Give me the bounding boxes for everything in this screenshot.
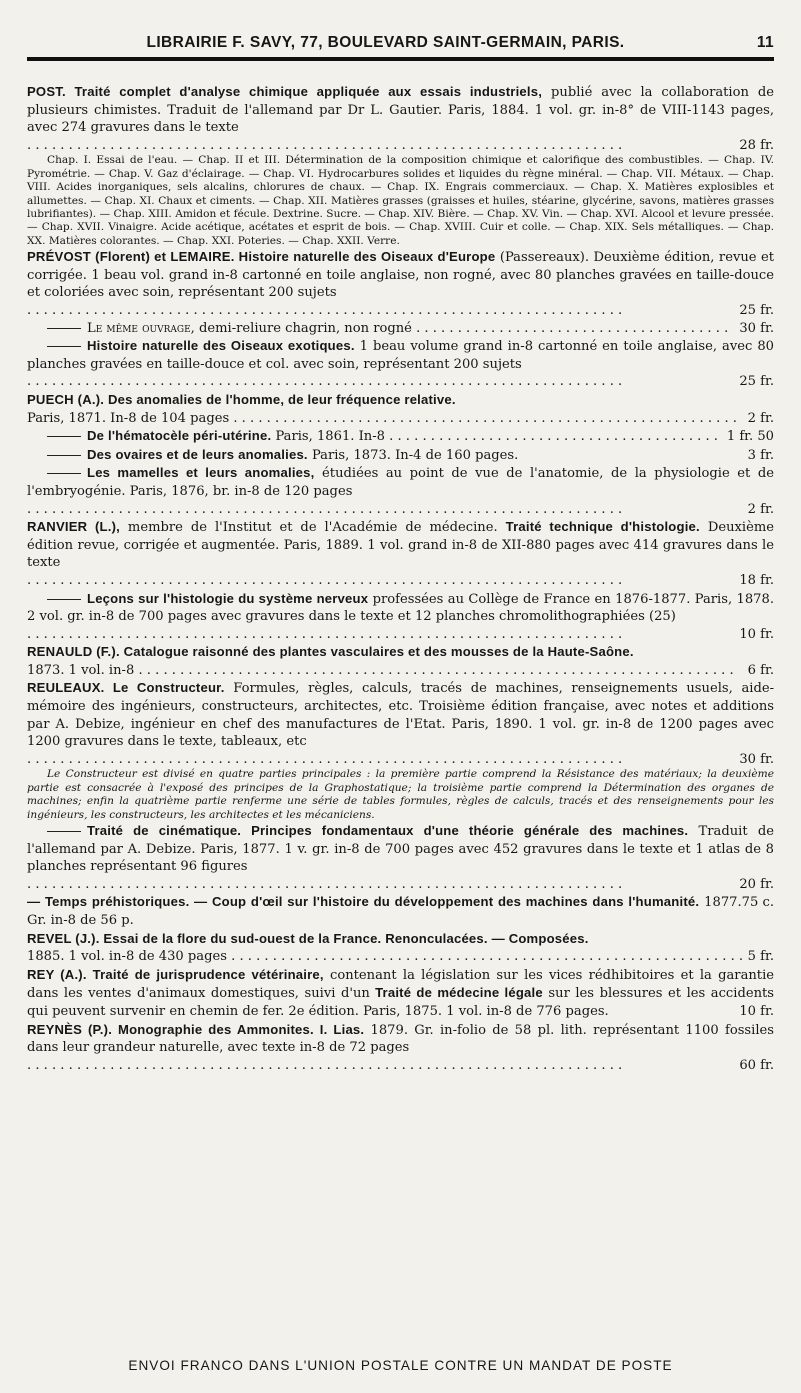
entry-reynes: REYNÈS (P.). Monographie des Ammonites. I. Lias. 1879. Gr. in-folio de 58 pl. lith. représentant 1100 fossiles dans leur grandeur naturelle, avec texte in-8 de 72 pages . . . 60 fr.	[27, 1021, 774, 1075]
price: 75 c.	[741, 895, 774, 911]
entry-reuleaux-sub1: Traité de cinématique. Principes fondamentaux d'une théorie générale des machines. Traduit de l'allemand par A. Debize. Paris, 1877. 1 v. gr. in-8 de 700 pages avec 452 gravures dans le texte et 1 atlas de 8 planches représentant 96 figures . . . 20 fr.	[27, 822, 774, 893]
price: 1 fr. 50	[726, 429, 774, 445]
price: 60 fr.	[739, 1057, 774, 1073]
entry-puech-sub3: Les mamelles et leurs anomalies, étudiées au point de vue de l'anatomie, de la physiologie et de l'embryogénie. Paris, 1876, br. in-8 de 120 pages . . . 2 fr.	[27, 464, 774, 518]
price: 2 fr.	[747, 501, 774, 517]
page-footer: ENVOI FRANCO DANS L'UNION POSTALE CONTRE UN MANDAT DE POSTE	[128, 1358, 673, 1373]
page-number: 11	[756, 34, 774, 51]
entry-prevost-sub1: Le même ouvrage, demi-reliure chagrin, non rogné . . . 30 fr.	[27, 320, 774, 338]
entry-puech-sub2: Des ovaires et de leurs anomalies. Paris, 1873. In-4 de 160 pages. 3 fr.	[27, 446, 774, 465]
price: 3 fr.	[747, 447, 774, 463]
price: 18 fr.	[739, 572, 774, 588]
page-header	[27, 34, 774, 52]
price: 30 fr.	[739, 751, 774, 767]
price: 25 fr.	[739, 374, 774, 390]
price: 25 fr.	[739, 303, 774, 318]
price: 10 fr.	[739, 1004, 774, 1019]
entry-reuleaux-note: Le Constructeur est divisé en quatre parties principales : la première partie comprend la Résistance des matériaux; la deuxième partie est consacrée à l'exposé des principes de la Graphostatique; la troisième partie comprend la Détermination des organes de machines; enfin la quatrième partie renferme une série de tables formules, règles de calculs, tracés et des renseignements pour les ingénieurs, les constructeurs, les architectes et les mécaniciens.	[27, 768, 774, 821]
price: 5 fr.	[747, 949, 774, 965]
entry-reuleaux-sub2: — Temps préhistoriques. — Coup d'œil sur l'histoire du développement des machines dans l'humanité. 1877. Gr. in-8 de 56 p. 75 c.	[27, 894, 774, 929]
entry-puech-sub1: De l'hématocèle péri-utérine. Paris, 1861. In-8 . . . 1 fr. 50	[27, 427, 774, 446]
entry-post: POST. Traité complet d'analyse chimique appliquée aux essais industriels, publié avec la collaboration de plusieurs chimistes. Traduit de l'allemand par Dr L. Gautier. Paris, 1884. 1 vol. gr. in-8° de VIII-1143 pages, avec 274 gravures dans le texte . . . 28 fr.	[27, 83, 774, 154]
header-rule	[27, 57, 774, 61]
running-head: LIBRAIRIE F. SAVY, 77, BOULEVARD SAINT-GERMAIN, PARIS.	[146, 34, 625, 51]
entry-ranvier-sub1: Leçons sur l'histologie du système nerveux professées au Collège de France en 1876-1877. Paris, 1878. 2 vol. gr. in-8 de 700 pages avec gravures dans le texte et 12 planches chromolithographiées (25) . . . 10 fr.	[27, 590, 774, 644]
price: 28 fr.	[739, 137, 774, 153]
price: 2 fr.	[747, 410, 774, 426]
entry-puech: PUECH (A.). Des anomalies de l'homme, de leur fréquence relative. Paris, 1871. In-8 de 104 pages . . . 2 fr.	[27, 391, 774, 427]
entry-prevost-sub2: Histoire naturelle des Oiseaux exotiques. 1 beau volume grand in-8 cartonné en toile anglaise, avec 80 planches gravées en taille-douce et col. avec soin, représentant 200 sujets . . . 25 fr.	[27, 337, 774, 391]
price: 10 fr.	[739, 626, 774, 642]
entry-post-contents: Chap. I. Essai de l'eau. — Chap. II et III. Détermination de la composition chimique et calorifique des combustibles. — Chap. IV. Pyrométrie. — Chap. V. Gaz d'éclairage. — Chap. VI. Hydrocarbures solides et liquides du règne minéral. — Chap. VII. Métaux. — Chap. VIII. Acides inorganiques, sels alcalins, chlorures de chaux. — Chap. IX. Engrais commerciaux. — Chap. X. Matières explosibles et allumettes. — Chap. XI. Chaux et ciments. — Chap. XII. Matières grasses (graisses et huiles, stéarine, glycérine, savons, matières grasses lubrifiantes). — Chap. XIII. Amidon et fécule. Dextrine. Sucre. — Chap. XIV. Bière. — Chap. XV. Vin. — Chap. XVI. Alcool et levure pressée. — Chap. XVII. Vinaigre. Acide acétique, acétates et esprit de bois. — Chap. XVIII. Cuir et colle. — Chap. XIX. Sels métalliques. — Chap. XX. Matières colorantes. — Chap. XXI. Poteries. — Chap. XXII. Verre.	[27, 154, 774, 247]
price: 30 fr.	[739, 320, 774, 336]
entry-rey: REY (A.). Traité de jurisprudence vétérinaire, contenant la législation sur les vices rédhibitoires et la garantie dans les ventes d'animaux domestiques, suivi d'un Traité de médecine légale sur les blessures et les accidents qui peuvent survenir en chemin de fer. 2e édition. Paris, 1875. 1 vol. in-8 de 776 pages. 10 fr.	[27, 966, 775, 1019]
entry-renauld: RENAULD (F.). Catalogue raisonné des plantes vasculaires et des mousses de la Haute-Saône. 1873. 1 vol. in-8 . . . 6 fr.	[27, 643, 774, 679]
price: 6 fr.	[747, 662, 774, 678]
entry-reuleaux: REULEAUX. Le Constructeur. Formules, règles, calculs, tracés de machines, renseignements usuels, aide-mémoire des ingénieurs, constructeurs, architectes, etc. Troisième édition française, avec notes et additions par A. Debize, ingénieur en chef des manufactures de l'Etat. Paris, 1890. 1 vol. gr. in-8 de 1200 pages avec 1200 gravures dans le texte, tableaux, etc . . . 30 fr.	[27, 679, 774, 768]
entry-ranvier: RANVIER (L.), membre de l'Institut et de l'Académie de médecine. Traité technique d'histologie. Deuxième édition revue, corrigée et augmentée. Paris, 1889. 1 vol. grand in-8 de XII-880 pages avec 414 gravures dans le texte . . . 18 fr.	[27, 518, 774, 589]
entry-prevost: PRÉVOST (Florent) et LEMAIRE. Histoire naturelle des Oiseaux d'Europe (Passereaux). Deuxième édition, revue et corrigée. 1 beau vol. grand in-8 cartonné en toile anglaise, non rogné, avec 80 planches gravées en taille-douce et coloriées avec soin, représentant 200 sujets . . . 25 fr.	[27, 248, 774, 319]
price: 20 fr.	[739, 876, 774, 892]
entry-revel: REVEL (J.). Essai de la flore du sud-ouest de la France. Renonculacées. — Composées. 1885. 1 vol. in-8 de 430 pages . . . 5 fr.	[27, 930, 774, 966]
